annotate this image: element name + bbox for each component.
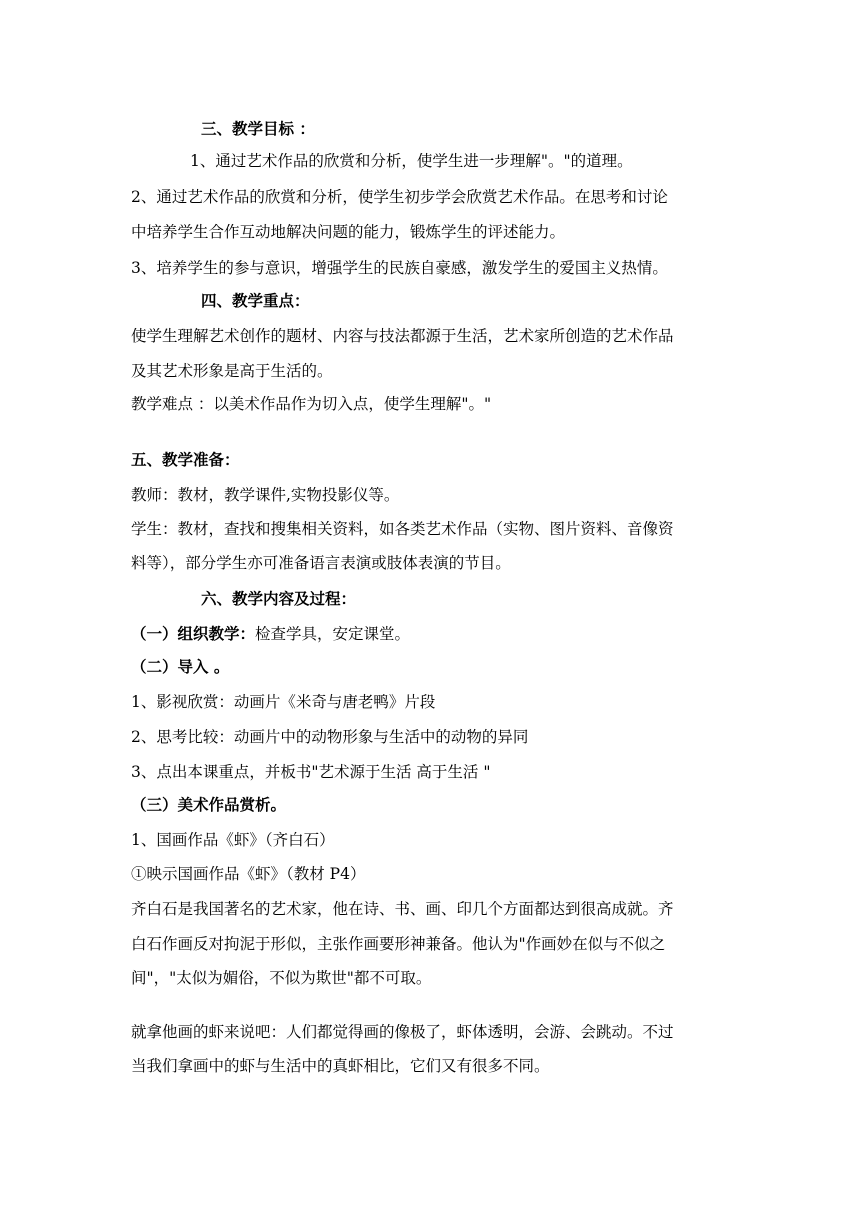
- step-2-introduction: （二）导入 。: [131, 657, 230, 676]
- intro-item-2: 2、思考比较：动画片中的动物形象与生活中的动物的异同: [131, 728, 529, 746]
- preparation-teacher: 教师：教材，教学课件,实物投影仪等。: [131, 486, 400, 504]
- shrimp-paragraph-line-1: 就拿他画的虾来说吧：人们都觉得画的像极了，虾体透明，会游、会跳动。不过: [131, 1023, 674, 1041]
- preparation-student-line-1: 学生：教材，查找和搜集相关资料，如各类艺术作品（实物、图片资料、音像资: [131, 520, 674, 538]
- artwork-1-title: 1、国画作品《虾》（齐白石）: [131, 831, 335, 849]
- key-points-line-2: 及其艺术形象是高于生活的。: [131, 362, 333, 380]
- goal-item-1: 1、通过艺术作品的欣赏和分析，使学生进一步理解"。"的道理。: [190, 152, 633, 170]
- step-3-appreciation: （三）美术作品赏析。: [131, 795, 287, 814]
- goal-item-3: 3、培养学生的参与意识，增强学生的民族自豪感，激发学生的爱国主义热情。: [131, 259, 668, 277]
- intro-item-3: 3、点出本课重点，并板书"艺术源于生活 高于生活 ": [131, 763, 491, 781]
- section-heading-content-process: 六、教学内容及过程：: [201, 589, 357, 608]
- shrimp-paragraph-line-2: 当我们拿画中的虾与生活中的真虾相比，它们又有很多不同。: [131, 1057, 550, 1075]
- step-1-label: （一）组织教学：: [131, 624, 256, 643]
- goal-item-2-line-1: 2、通过艺术作品的欣赏和分析，使学生初步学会欣赏艺术作品。在思考和讨论: [131, 188, 668, 206]
- step-1-text: 检查学具，安定课堂。: [255, 625, 411, 643]
- key-points-line-1: 使学生理解艺术创作的题材、内容与技法都源于生活，艺术家所创造的艺术作品: [131, 327, 674, 345]
- teaching-difficulty: 教学难点 ：以美术作品作为切入点，使学生理解"。": [131, 395, 492, 413]
- section-heading-preparation: 五、教学准备：: [131, 450, 240, 469]
- step-1-organize: [131, 624, 410, 644]
- section-heading-teaching-goals: 三、教学目标 ：: [201, 119, 315, 138]
- goal-item-2-line-2: 中培养学生合作互动地解决问题的能力，锻炼学生的评述能力。: [131, 223, 566, 241]
- section-heading-key-points: 四、教学重点：: [201, 291, 310, 310]
- preparation-student-line-2: 料等），部分学生亦可准备语言表演或肢体表演的节目。: [131, 554, 511, 572]
- artist-bio-line-2: 白石作画反对拘泥于形似，主张作画要形神兼备。他认为"作画妙在似与不似之: [131, 935, 666, 953]
- artwork-1-show: ①映示国画作品《虾》（教材 P4）: [131, 865, 366, 883]
- artist-bio-line-3: 间"，"太似为媚俗，不似为欺世"都不可取。: [131, 969, 432, 987]
- artist-bio-line-1: 齐白石是我国著名的艺术家，他在诗、书、画、印几个方面都达到很高成就。齐: [131, 900, 674, 918]
- intro-item-1: 1、影视欣赏：动画片《米奇与唐老鸭》片段: [131, 693, 436, 711]
